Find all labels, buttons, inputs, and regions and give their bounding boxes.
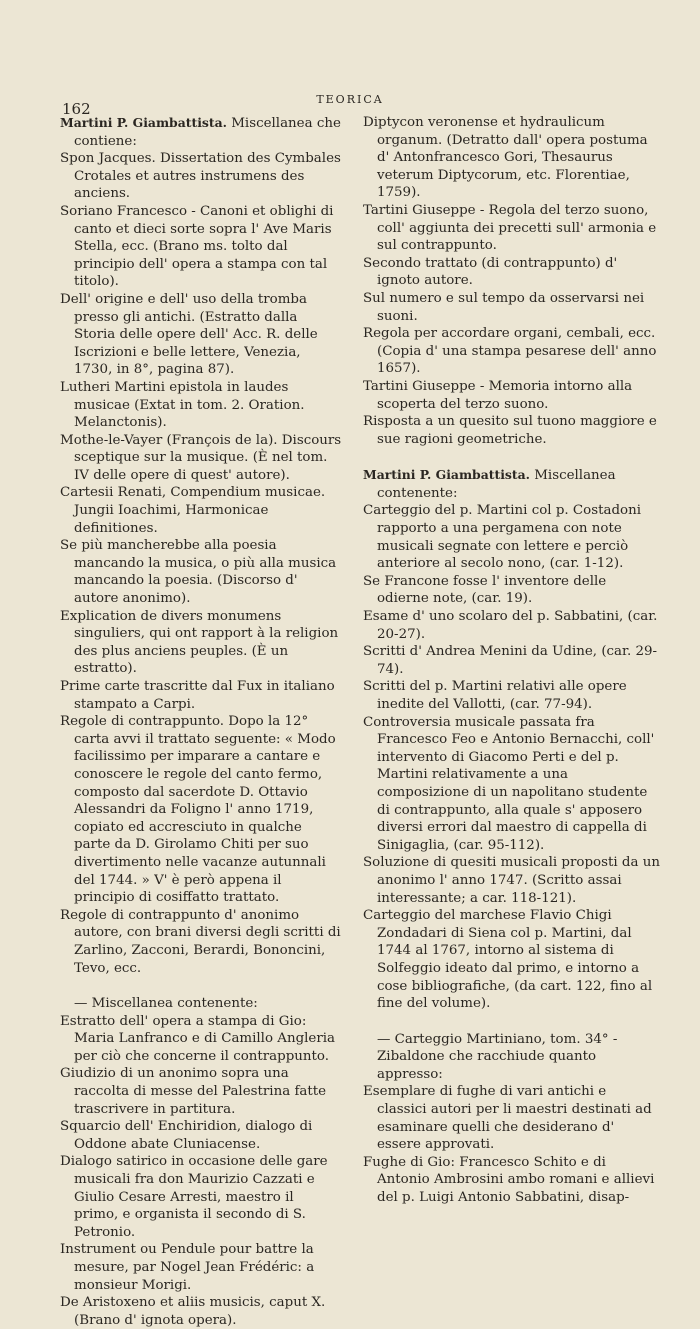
- heading-text: Miscellanea contenente:: [377, 468, 616, 501]
- catalog-entry: Carteggio del marchese Flavio Chigi Zondadari di Siena col p. Martini, dal 1744 al 1767, intorno al sistema di Solfeggio ideato dal primo, e intorno a cose bibliografiche, (da cart. 122, fino al fine del volume).: [363, 908, 653, 1012]
- catalog-entry: Squarcio dell' Enchiridion, dialogo di Oddone abate Cluniacense.: [60, 1119, 313, 1152]
- catalog-entry: Soriano Francesco - Canoni et oblighi di canto et dieci sorte sopra l' Ave Maris Stella, ecc. (Brano ms. tolto dal principio dell' opera a stampa con tal titolo).: [60, 203, 334, 290]
- catalog-entry: De Aristoxeno et aliis musicis, caput X. (Brano d' ignota opera).: [60, 1295, 326, 1328]
- right-column: [363, 114, 660, 1207]
- catalog-entry: Dialogo satirico in occasione delle gare musicali fra don Maurizio Cazzati e Giulio Cesare Arresti, maestro il primo, e organista il secondo di S. Petronio.: [60, 1154, 328, 1240]
- catalog-entry: Cartesii Renati, Compendium musicae. Jungii Ioachimi, Harmonicae definitiones.: [60, 485, 326, 536]
- section-heading: — Miscellanea contenente:: [74, 996, 258, 1012]
- catalog-heading: [60, 114, 342, 150]
- page-number: 162: [62, 100, 91, 118]
- catalog-entry-continued: Diptycon veronense et hydraulicum organum. (Detratto dall' opera postuma d' Antonfrancesco Gori, Thesaurus veterum Diptycorum, etc. Florentiae, 1759).: [363, 115, 648, 201]
- catalog-entry: Estratto dell' opera a stampa di Gio: Maria Lanfranco e di Camillo Angleria per ciò che concerne il contrappunto.: [60, 1013, 336, 1064]
- catalog-entry: Esemplare di fughe di vari antichi e classici autori per li maestri destinati ad esaminare quelli che desiderano d' essere approvati.: [363, 1084, 652, 1153]
- catalog-entry: Instrument ou Pendule pour battre la mesure, par Nogel Jean Frédéric: a monsieur Morigi.: [60, 1242, 315, 1293]
- catalog-entry: Fughe di Gio: Francesco Schito e di Antonio Ambrosini ambo romani e allievi del p. Luigi Antonio Sabbatini, disap-: [363, 1154, 655, 1206]
- catalog-entry: Scritti d' Andrea Menini da Udine, (car. 29-74).: [363, 644, 658, 677]
- catalog-entry: Se Francone fosse l' inventore delle odierne note, (car. 19).: [363, 573, 607, 607]
- catalog-entry: Regole di contrappunto d' anonimo autore, con brani diversi degli scritti di Zarlino, Zacconi, Berardi, Bononcini, Tevo, ecc.: [60, 907, 341, 976]
- catalog-entry: Secondo trattato (di contrappunto) d' ignoto autore.: [363, 255, 618, 289]
- running-head: TEORICA: [316, 93, 384, 106]
- catalog-heading: [363, 466, 660, 502]
- catalog-entry: Soluzione di quesiti musicali proposti da un anonimo l' anno 1747. (Scritto assai interessante; a car. 118-121).: [363, 855, 660, 906]
- catalog-entry: Carteggio del p. Martini col p. Costadoni rapporto a una pergamena con note musicali segnate con lettere e perciò anteriore al secolo nono, (car. 1-12).: [363, 503, 641, 572]
- catalog-entry: Se più mancherebbe alla poesia mancando la musica, o più alla musica mancando la poesia. (Discorso d' autore anonimo).: [60, 538, 337, 607]
- catalog-entry: Controversia musicale passata fra Francesco Feo e Antonio Bernacchi, coll' intervento di Giacomo Perti e del p. Martini relativamente a una composizione di un napolitano studente di contrappunto, alla quale s' apposero diversi errori dal maestro di cappella di Sinigaglia, (car. 95-112).: [363, 714, 655, 853]
- catalog-entry: Scritti del p. Martini relativi alle opere inedite del Vallotti, (car. 77-94).: [363, 679, 627, 712]
- catalog-entry: Sul numero e sul tempo da osservarsi nei suoni.: [363, 290, 645, 324]
- catalog-entry: Risposta a un quesito sul tuono maggiore e sue ragioni geometriche.: [363, 414, 657, 447]
- catalog-entry: Regola per accordare organi, cembali, ecc. (Copia d' una stampa pesarese dell' anno 1657).: [363, 326, 657, 377]
- catalog-entry: Mothe-le-Vayer (François de la). Discours sceptique sur la musique. (È nel tom. IV delle opere di quest' autore).: [60, 432, 342, 483]
- heading-text: Miscellanea che contiene:: [74, 116, 341, 149]
- catalog-entry: Tartini Giuseppe - Memoria intorno alla scoperta del terzo suono.: [363, 378, 633, 412]
- catalog-entry: Esame d' uno scolaro del p. Sabbatini, (car. 20-27).: [363, 609, 658, 642]
- catalog-entry: Spon Jacques. Dissertation des Cymbales Crotales et autres instrumens des anciens.: [60, 151, 341, 202]
- catalog-entry: Giudizio di un anonimo sopra una raccolta di messe del Palestrina fatte trascrivere in partitura.: [60, 1066, 327, 1117]
- heading-author: Martini P. Giambattista.: [363, 467, 530, 483]
- left-column: [60, 114, 342, 1329]
- section-heading: — Carteggio Martiniano, tom. 34° - Zibaldone che racchiude quanto appresso:: [377, 1031, 618, 1082]
- catalog-entry: Tartini Giuseppe - Regola del terzo suono, coll' aggiunta dei precetti sull' armonia e sul contrappunto.: [363, 202, 657, 254]
- catalog-entry: Lutheri Martini epistola in laudes musicae (Extat in tom. 2. Oration. Melanctonis).: [60, 379, 305, 431]
- catalog-entry: Explication de divers monumens singuliers, qui ont rapport à la religion des plus anciens peuples. (È un estratto).: [60, 608, 339, 677]
- catalog-entry: Prime carte trascritte dal Fux in italiano stampato a Carpi.: [60, 679, 335, 712]
- heading-author: Martini P. Giambattista.: [60, 115, 227, 130]
- catalog-entry: Dell' origine e dell' uso della tromba presso gli antichi. (Estratto dalla Storia delle opere dell' Acc. R. delle Iscrizioni e belle lettere, Venezia, 1730, in 8°, pagina 87).: [60, 291, 318, 378]
- catalog-entry: Regole di contrappunto. Dopo la 12° carta avvi il trattato seguente: « Modo facilissimo per imparare a cantare e conoscere le regole del canto fermo, composto dal sacerdote D. Ottavio Alessandri da Foligno l' anno 1719, copiato ed accresciuto in qualche parte da D. Girolamo Chiti per suo divertimento nelle vacanze autunnali del 1744. » V' è però appena il principio di cosiffatto trattato.: [60, 714, 336, 906]
